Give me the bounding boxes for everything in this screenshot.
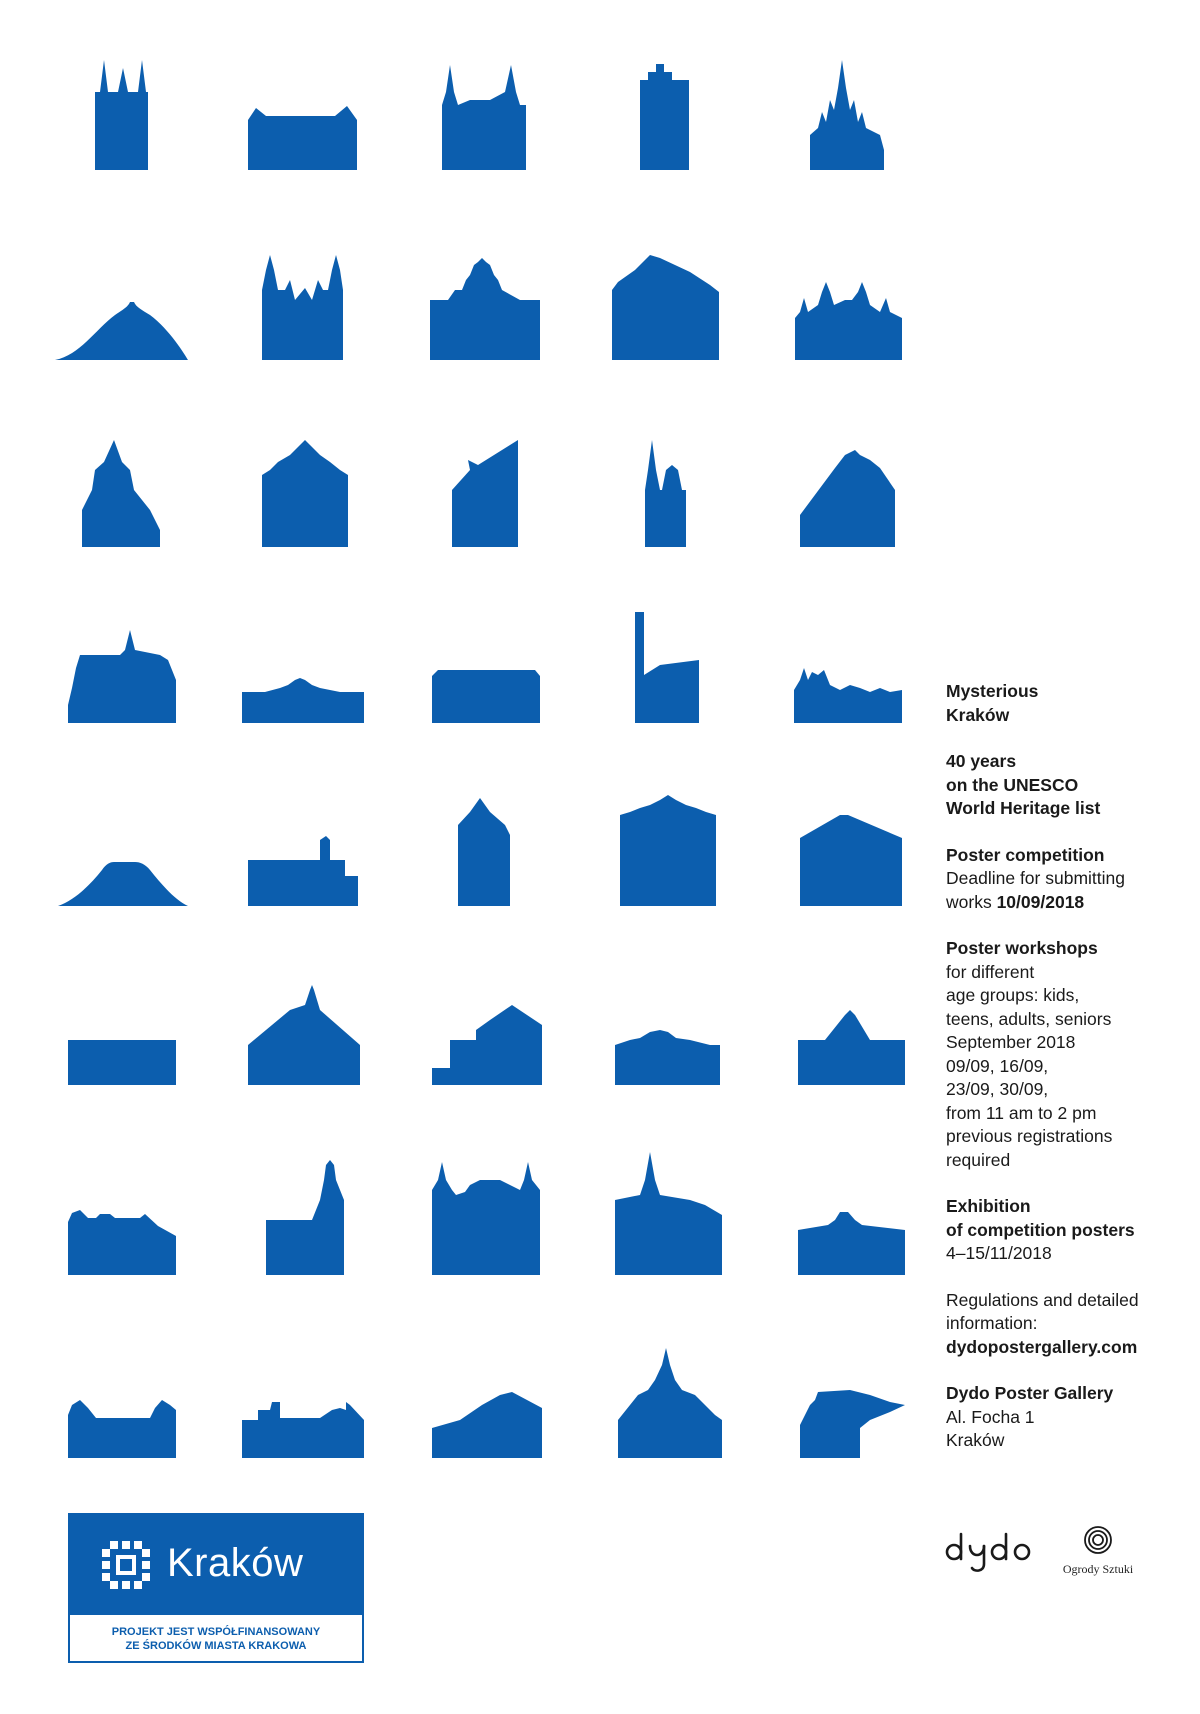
workshops-line: from 11 am to 2 pm xyxy=(946,1102,1097,1123)
building-silhouette-icon xyxy=(452,440,518,547)
ogrody-sztuki-name: Ogrody Sztuki xyxy=(1062,1562,1134,1576)
building-silhouette-icon xyxy=(640,64,689,170)
building-silhouette-icon xyxy=(798,1010,905,1085)
competition-deadline-line xyxy=(946,891,1186,915)
regulations-line: Regulations and detailed xyxy=(946,1289,1139,1310)
krakow-logo-box xyxy=(68,1513,364,1665)
dydo-logo xyxy=(944,1528,1034,1576)
building-silhouette-icon xyxy=(798,1212,905,1275)
building-silhouette-icon xyxy=(262,440,348,547)
event-info-panel xyxy=(946,680,1186,1476)
building-silhouette-icon xyxy=(800,815,902,906)
deadline-date: 10/09/2018 xyxy=(996,891,1085,912)
krakow-logo-banner xyxy=(68,1513,364,1615)
funding-note-line: ZE ŚRODKÓW MIASTA KRAKOWA xyxy=(125,1640,307,1652)
building-silhouette-icon xyxy=(432,1162,540,1275)
regulations-line: information: xyxy=(946,1313,1038,1333)
regulations-block xyxy=(946,1289,1186,1360)
exhibition-dates: 4–15/11/2018 xyxy=(946,1243,1052,1263)
unesco-line: 40 years xyxy=(946,751,1017,771)
building-silhouette-icon xyxy=(58,862,188,906)
building-silhouette-icon xyxy=(432,1005,542,1085)
exhibition-heading: of competition posters xyxy=(946,1219,1135,1240)
workshops-heading: Poster workshops xyxy=(946,938,1098,958)
building-silhouette-icon xyxy=(620,795,716,906)
building-silhouette-icon xyxy=(68,1040,176,1085)
gallery-block xyxy=(946,1382,1186,1453)
workshops-line: age groups: kids, xyxy=(946,985,1080,1005)
building-silhouette-icon xyxy=(55,302,188,360)
building-silhouette-icon xyxy=(618,1348,722,1458)
building-silhouette-icon xyxy=(242,1402,364,1458)
workshops-line: for different xyxy=(946,961,1035,982)
krakow-funding-note xyxy=(68,1615,364,1663)
workshops-line: required xyxy=(946,1149,1011,1170)
funding-note-line: PROJEKT JEST WSPÓŁFINANSOWANY xyxy=(111,1626,321,1638)
building-silhouette-icon xyxy=(248,985,360,1085)
workshops-line: 23/09, 30/09, xyxy=(946,1079,1049,1099)
building-silhouette-icon xyxy=(442,65,526,170)
competition-heading: Poster competition xyxy=(946,844,1105,865)
exhibition-block xyxy=(946,1195,1186,1266)
building-silhouette-icon xyxy=(800,1390,905,1458)
unesco-line: World Heritage list xyxy=(946,798,1101,818)
ogrody-sztuki-logo xyxy=(1058,1525,1138,1577)
krakow-city-logo-icon xyxy=(102,1541,150,1589)
building-silhouette-icon xyxy=(266,1160,344,1275)
workshops-block xyxy=(946,937,1186,1172)
building-silhouette-icon xyxy=(95,60,148,170)
building-silhouette-icon xyxy=(795,282,902,360)
building-silhouette-icon xyxy=(794,668,902,723)
building-silhouette-icon xyxy=(242,678,364,723)
gallery-city: Kraków xyxy=(946,1430,1005,1450)
building-silhouette-icon xyxy=(68,630,176,723)
building-silhouette-icon xyxy=(615,1152,722,1275)
gallery-name: Dydo Poster Gallery xyxy=(946,1383,1114,1403)
building-silhouette-icon xyxy=(430,258,540,360)
building-silhouette-icon xyxy=(810,60,884,170)
building-silhouette-icon xyxy=(635,612,699,723)
workshops-line: previous registrations xyxy=(946,1126,1113,1146)
competition-line: Deadline for submitting xyxy=(946,868,1125,888)
building-silhouette-icon xyxy=(645,440,686,547)
title-block xyxy=(946,680,1186,727)
krakow-wordmark: Kraków xyxy=(167,1541,304,1585)
exhibition-heading: Exhibition xyxy=(946,1196,1031,1216)
building-silhouette-icon xyxy=(248,836,358,906)
funding-note-text xyxy=(70,1625,362,1653)
building-silhouette-icon xyxy=(432,1392,542,1458)
unesco-line: on the UNESCO xyxy=(946,774,1079,795)
gallery-address: Al. Focha 1 xyxy=(946,1406,1035,1427)
building-silhouette-icon xyxy=(68,1400,176,1458)
workshops-line: teens, adults, seniors xyxy=(946,1008,1112,1029)
building-silhouette-icon xyxy=(248,106,357,170)
spiral-icon xyxy=(1083,1525,1113,1555)
building-silhouette-icon xyxy=(82,440,160,547)
competition-block xyxy=(946,844,1186,915)
building-silhouette-icon xyxy=(262,255,343,360)
title-line: Mysterious xyxy=(946,681,1039,701)
website-link[interactable]: dydopostergallery.com xyxy=(946,1336,1138,1357)
building-silhouette-icon xyxy=(68,1210,176,1275)
deadline-prefix: works xyxy=(946,891,992,912)
workshops-line: September 2018 xyxy=(946,1032,1076,1052)
building-silhouette-icon xyxy=(800,450,895,547)
building-silhouette-icon xyxy=(432,670,540,723)
building-silhouette-icon xyxy=(458,798,510,906)
unesco-block xyxy=(946,750,1186,821)
workshops-line: 09/09, 16/09, xyxy=(946,1055,1049,1076)
building-silhouette-icon xyxy=(615,1030,720,1085)
building-silhouette-icon xyxy=(612,255,719,360)
title-line: Kraków xyxy=(946,704,1010,725)
